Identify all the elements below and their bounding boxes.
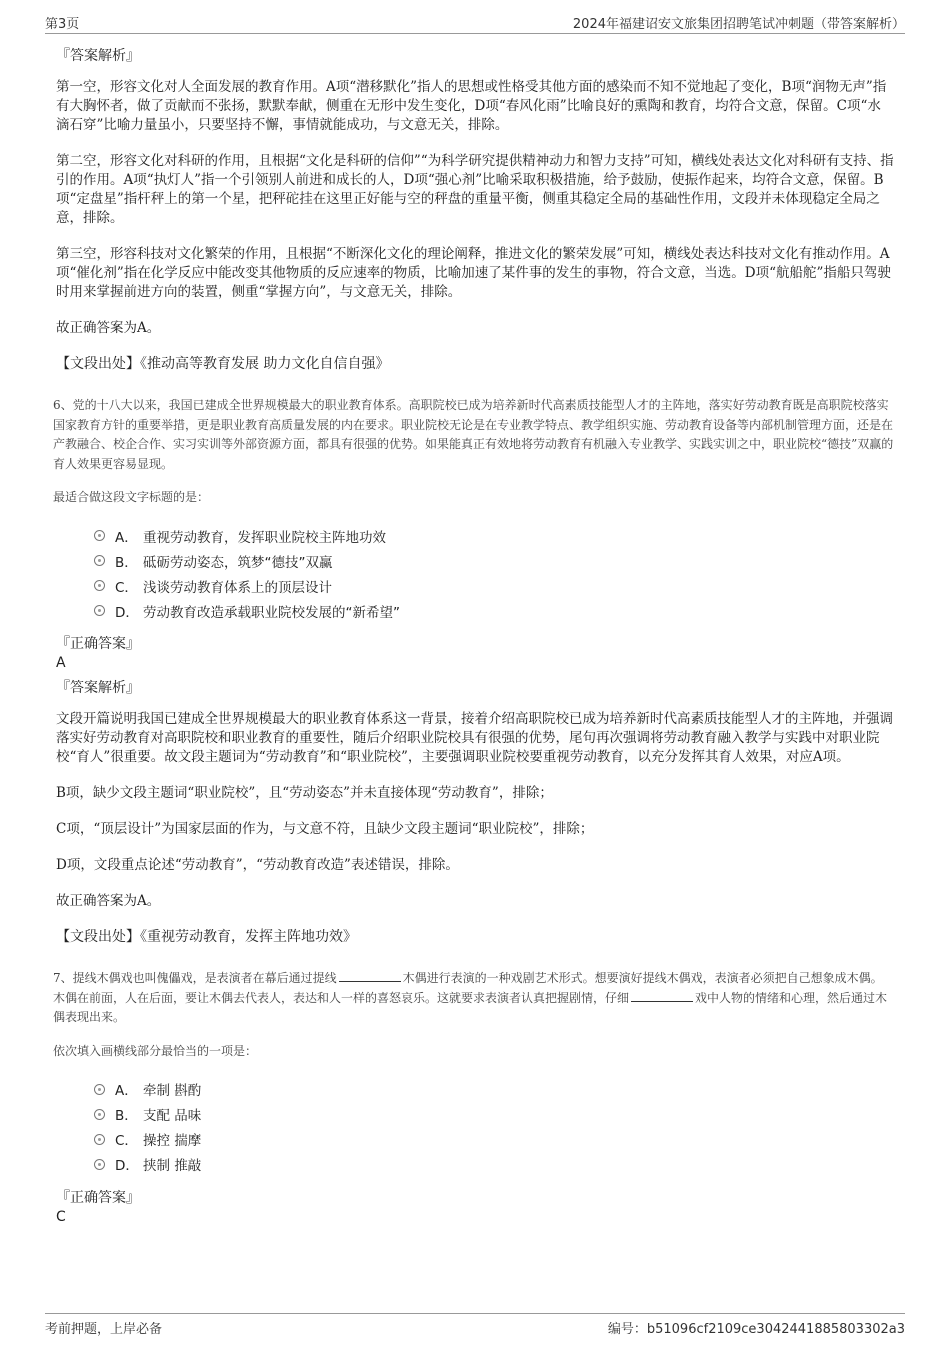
q7-option-c[interactable] (94, 1127, 894, 1152)
radio-icon[interactable] (94, 1159, 105, 1170)
radio-icon[interactable] (94, 1134, 105, 1145)
q6-option-b[interactable] (94, 548, 894, 573)
option-letter: B． (115, 1108, 138, 1124)
fill-blank-2 (631, 989, 693, 1002)
q7-stem-part-1: 7、提线木偶戏也叫傀儡戏，是表演者在幕后通过提线 (53, 971, 337, 985)
radio-icon[interactable] (94, 530, 105, 541)
q6-option-d[interactable] (94, 598, 894, 623)
option-letter: C． (115, 579, 138, 596)
q6-analysis-label: 『答案解析』 (56, 680, 140, 696)
q6-stem: 6、党的十八大以来，我国已建成全世界规模最大的职业教育体系。高职院校已成为培养新时代高素质技能型人才的主阵地，落实好劳动教育既是高职院校落实国家教育方针的重要举措，更是职业教育高质量发展的内在要求。职业院校无论是在专业教学特点、教学组织实施、劳动教育设备等内部机制管理方面，还是在产教融合、校企合作、实习实训等外部资源方面，都具有很强的优势。如果能真正有效地将劳动教育有机融入专业教学、实践实训之中，职业院校“德技”双赢的育人效果更容易显现。 (53, 398, 894, 471)
page-footer (45, 1313, 905, 1336)
option-text: 砥砺劳动姿态，筑梦“德技”双赢 (143, 554, 333, 571)
q6-option-c[interactable] (94, 573, 894, 598)
q5-analysis-para-3: 第三空，形容科技对文化繁荣的作用，且根据“不断深化文化的理论阐释，推进文化的繁荣发展”可知，横线处表达科技对文化有推动作用。A项“催化剂”指在化学反应中能改变其他物质的反应速率的物质，比喻加速了某件事的发生的事物，符合文意，当选。D项“航船舵”指船只驾驶时用来掌握前进方向的装置，侧重“掌握方向”，与文意无关，排除。 (56, 246, 891, 300)
option-letter: D． (115, 1158, 139, 1174)
q6-analysis: 文段开篇说明我国已建成全世界规模最大的职业教育体系这一背景，接着介绍高职院校已成为培养新时代高素质技能型人才的主阵地，并强调落实好劳动教育对高职院校和职业教育的重要性，随后介绍职业院校具有很强的优势，尾句再次强调将劳动教育融入教学与实践中对职业院校“育人”很重要。故文段主题词为“劳动教育”和“职业院校”，主要强调职业院校要重视劳动教育，以充分发挥其育人效果，对应A项。 (56, 711, 893, 765)
page-header (45, 11, 905, 34)
option-text: 牵制 斟酌 (143, 1083, 202, 1099)
q6-options (94, 523, 894, 623)
page-number: 第3页 (45, 17, 80, 32)
q7-stem-part-3: 戏中人物的情绪和心理，然后通过木偶表现出来。 (53, 990, 888, 1024)
radio-icon[interactable] (94, 605, 105, 616)
option-letter: C． (115, 1133, 138, 1149)
radio-icon[interactable] (94, 580, 105, 591)
option-text: 重视劳动教育，发挥职业院校主阵地功效 (143, 529, 386, 546)
q6-source: 【文段出处】《重视劳动教育，发挥主阵地功效》 (56, 929, 357, 945)
q5-analysis-label: 『答案解析』 (56, 48, 140, 64)
document-title: 2024年福建诏安文旅集团招聘笔试冲刺题（带答案解析） (572, 17, 905, 32)
radio-icon[interactable] (94, 1084, 105, 1095)
q5-analysis-para-2: 第二空，形容文化对科研的作用，且根据“文化是科研的信仰”“为科学研究提供精神动力和智力支持”可知，横线处表达文化对科研有支持、指引的作用。A项“执灯人”指一个引领别人前进和成长的人，D项“强心剂”比喻采取积极措施，给予鼓励，使振作起来，均符合文意，保留。B项“定盘星”指杆秤上的第一个星，把秤砣挂在这里正好能与空的秤盘的重量平衡，侧重其稳定全局的基础性作用，文段并未体现稳定全局之意，排除。 (56, 153, 894, 226)
q6-answer: A (56, 655, 66, 671)
q6-conclusion: 故正确答案为A。 (56, 893, 161, 909)
option-letter: D． (115, 604, 139, 621)
fill-blank-1 (339, 969, 401, 982)
option-text: 操控 揣摩 (143, 1133, 202, 1149)
option-letter: A． (115, 529, 138, 546)
q7-answer: C (56, 1208, 66, 1225)
footer-slogan: 考前押题，上岸必备 (45, 1322, 163, 1337)
option-text: 浅谈劳动教育体系上的顶层设计 (143, 579, 332, 596)
page-content (53, 47, 894, 1233)
option-text: 劳动教育改造承载职业院校发展的“新希望” (143, 604, 400, 621)
radio-icon[interactable] (94, 555, 105, 566)
q5-source: 【文段出处】《推动高等教育发展 助力文化自信自强》 (56, 356, 390, 372)
q7-option-a[interactable] (94, 1077, 894, 1102)
q6-prompt: 最适合做这段文字标题的是： (53, 490, 210, 504)
q7-option-b[interactable] (94, 1102, 894, 1127)
radio-icon[interactable] (94, 1109, 105, 1120)
q7-options (94, 1077, 894, 1177)
option-text: 挟制 推敲 (143, 1158, 202, 1174)
q7-option-d[interactable] (94, 1152, 894, 1177)
option-text: 支配 品味 (143, 1108, 202, 1124)
q5-conclusion: 故正确答案为A。 (56, 320, 161, 336)
option-letter: A． (115, 1083, 138, 1099)
document-code: 编号：b51096cf2109ce3042441885803302a3 (607, 1322, 905, 1337)
q7-stem (53, 969, 894, 1028)
q7-answer-label: 『正确答案』 (56, 1189, 140, 1206)
q6-option-a[interactable] (94, 523, 894, 548)
q7-stem-part-2: 木偶进行表演的一种戏剧艺术形式。想要演好提线木偶戏，表演者必须把自己想象成木偶。木偶在前面，人在后面，要让木偶去代表人，表达和人一样的喜怒哀乐。这就要求表演者认真把握剧情，仔细 (53, 971, 883, 1005)
q6-answer-label: 『正确答案』 (56, 636, 140, 652)
q5-analysis-para-1: 第一空，形容文化对人全面发展的教育作用。A项“潜移默化”指人的思想或性格受其他方面的感染而不知不觉地起了变化，B项“润物无声”指有大胸怀者，做了贡献而不张扬，默默奉献，侧重在无形中发生变化，D项“春风化雨”比喻良好的熏陶和教育，均符合文意，保留。C项“水滴石穿”比喻力量虽小，只要坚持不懈，事情就能成功，与文意无关，排除。 (56, 79, 887, 133)
option-letter: B． (115, 554, 138, 571)
q7-prompt: 依次填入画横线部分最恰当的一项是： (53, 1043, 258, 1058)
q6-note-b: B项，缺少文段主题词“职业院校”，且“劳动姿态”并未直接体现“劳动教育”，排除； (56, 785, 553, 801)
q6-note-d: D项，文段重点论述“劳动教育”，“劳动教育改造”表述错误，排除。 (56, 857, 459, 873)
q6-note-c: C项，“顶层设计”为国家层面的作为，与文意不符，且缺少文段主题词“职业院校”，排除； (56, 821, 594, 837)
